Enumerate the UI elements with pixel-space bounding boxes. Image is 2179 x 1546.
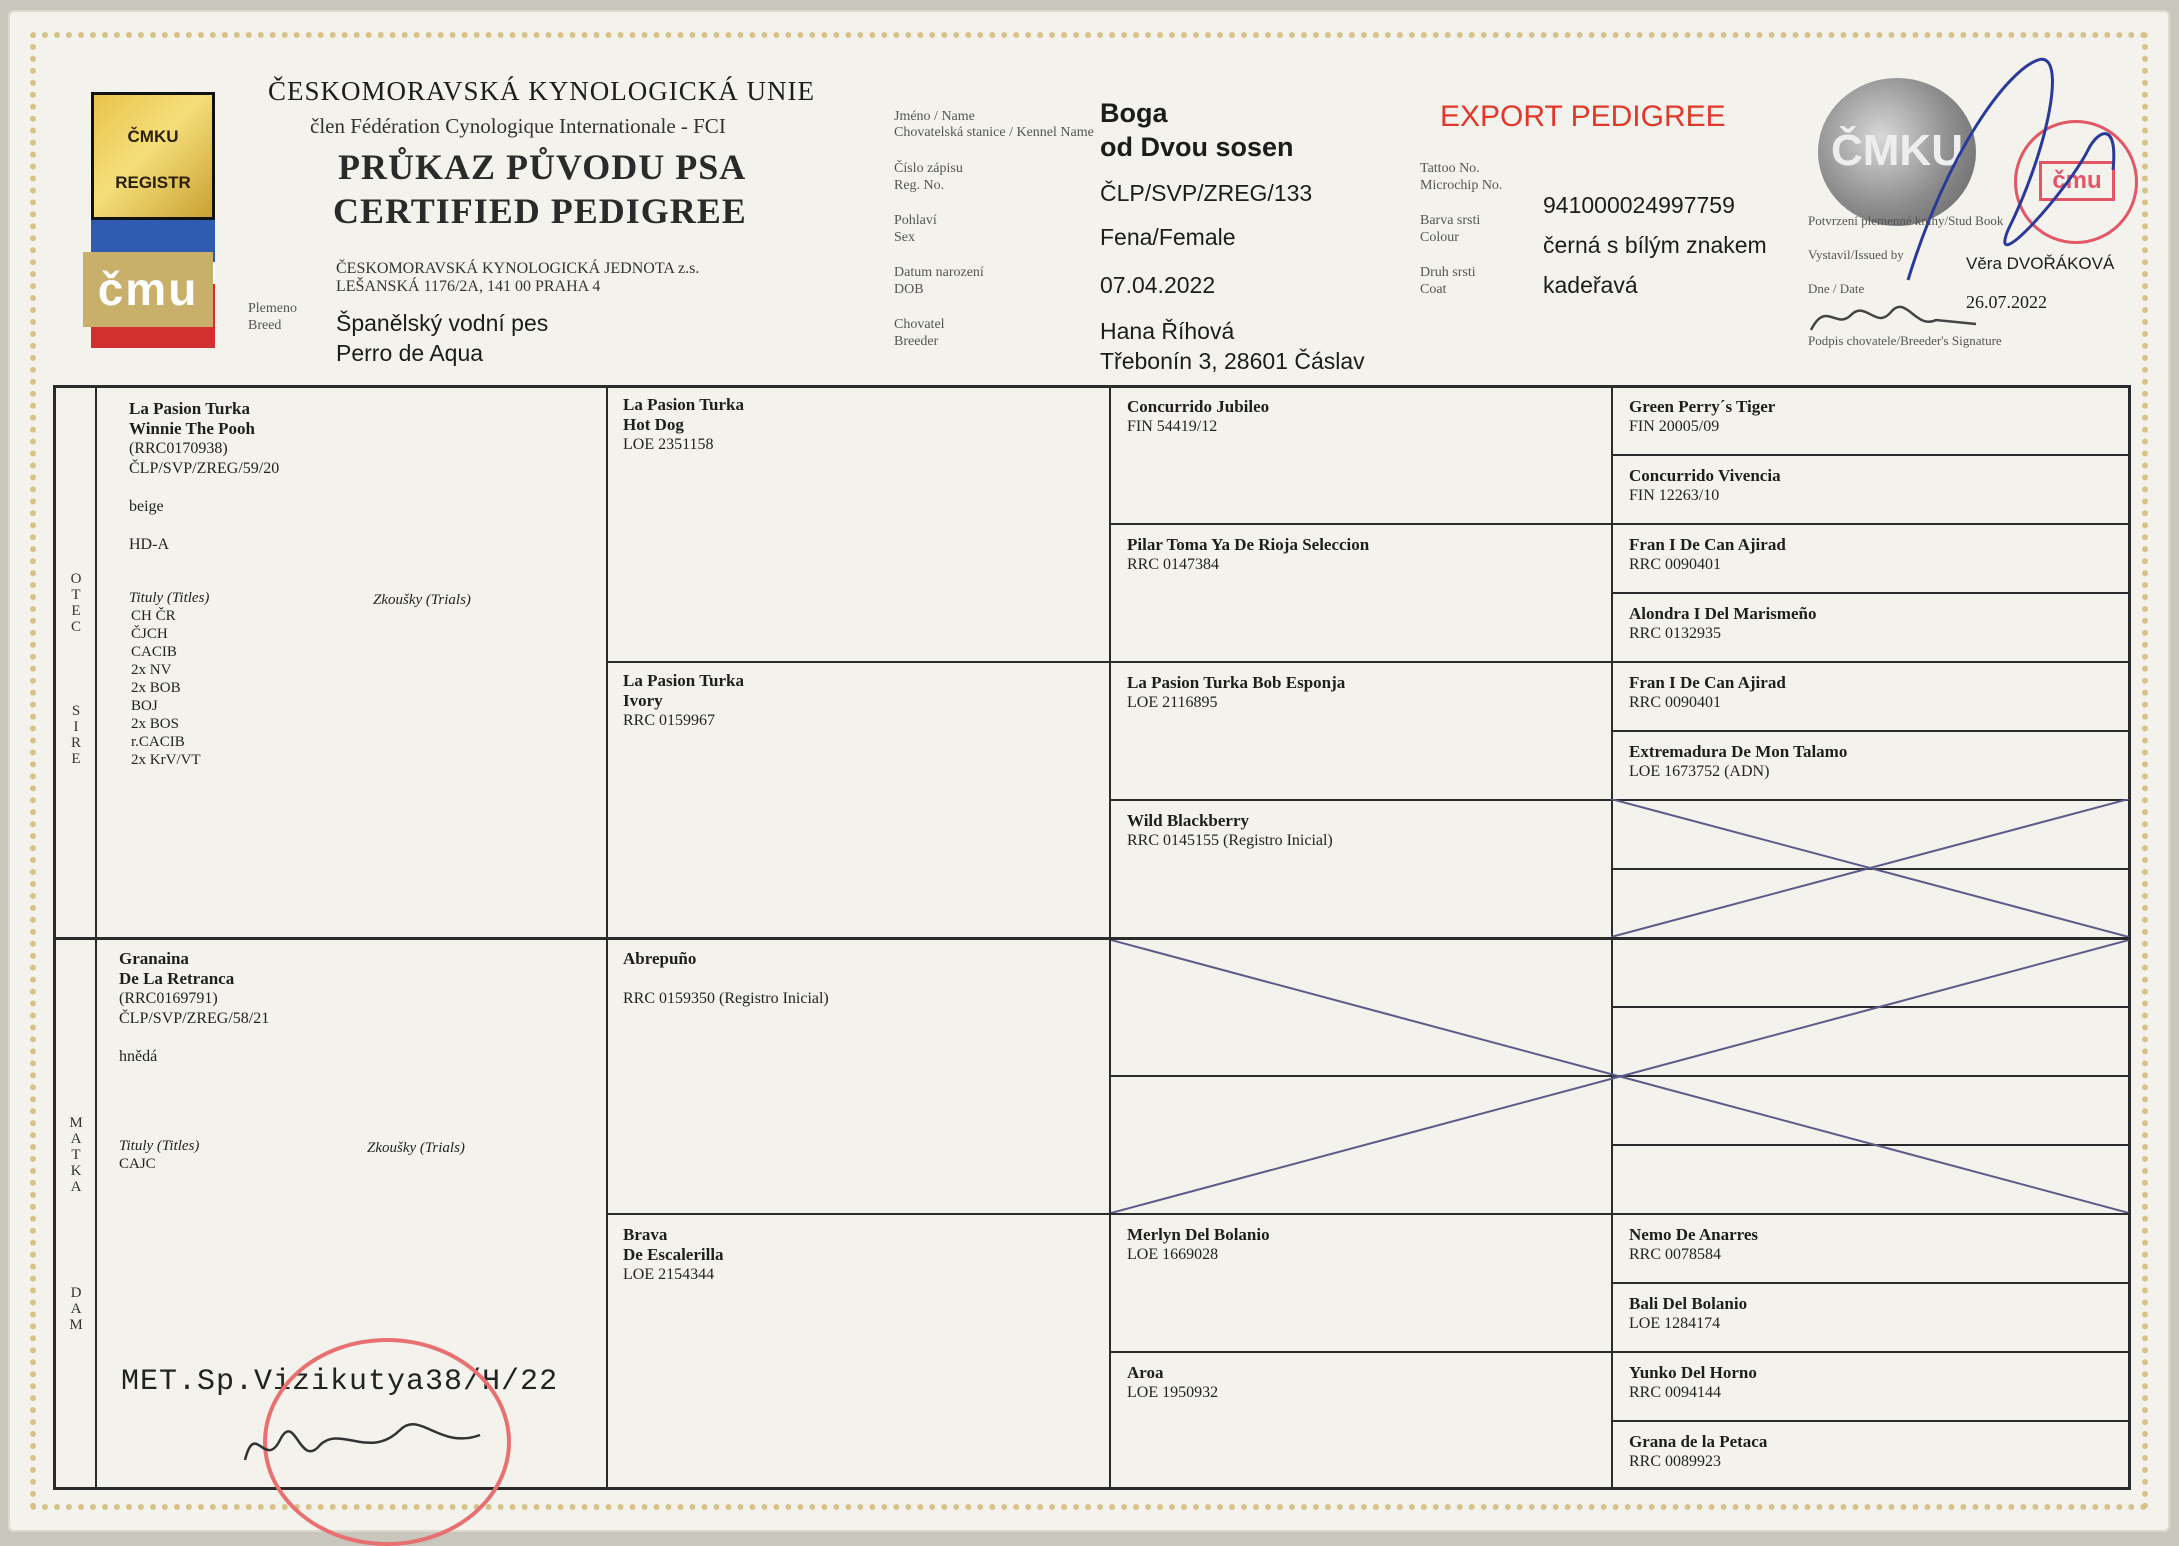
signature-label: Podpis chovatele/Breeder's Signature (1808, 333, 2002, 348)
gen4-cell-15 (1629, 1432, 2119, 1472)
gen3-name-0: Concurrido Jubileo (1127, 397, 1270, 416)
gen2-cell-3 (623, 1225, 1093, 1285)
name-label-en: Chovatelská stanice / Kennel Name (894, 125, 1094, 140)
crossed-empty-cells-sire (1611, 799, 2129, 937)
fci-member: člen Fédération Cynologique Internationale - FCI (310, 114, 726, 138)
breed-cz: Španělský vodní pes (336, 310, 549, 336)
breeder-name: Hana Říhová (1100, 318, 1235, 344)
colour-label-en: Colour (1420, 230, 1459, 245)
coat-label-cz: Druh srsti (1420, 265, 1476, 280)
gen4-cell-4 (1629, 673, 2119, 713)
sire-hd: HD-A (129, 536, 169, 553)
dam-reg-1: (RRC0169791) (119, 990, 218, 1007)
gen4-name-13: Bali Del Bolanio (1629, 1294, 1748, 1313)
gen4-cell-3 (1629, 604, 2119, 644)
sire-reg-2: ČLP/SVP/ZREG/59/20 (129, 460, 280, 477)
gen2-name1-2: Abrepuño (623, 949, 697, 968)
breeder-address: Třebonín 3, 28601 Čáslav (1100, 348, 1365, 374)
gen4-reg-4: RRC 0090401 (1629, 694, 1722, 711)
sire-title-0: CH ČR (131, 608, 176, 624)
cmku-logo (83, 82, 228, 350)
gen4-name-0: Green Perry´s Tiger (1629, 397, 1776, 416)
gen4-cell-1 (1629, 466, 2119, 506)
dam-side-en: DAM (68, 1285, 84, 1333)
colour-value: černá s bílým znakem (1543, 232, 1767, 258)
coat-value: kadeřavá (1543, 272, 1638, 298)
dam-side-cz: MATKA (68, 1115, 84, 1195)
sire-side-en: SIRE (68, 703, 84, 767)
met-registration: MET.Sp.Vizikutya38/H/22 (121, 1365, 559, 1399)
gen3-reg-2: LOE 2116895 (1127, 694, 1218, 711)
colour-label-cz: Barva srsti (1420, 213, 1481, 228)
sire-titles-label: Tituly (Titles) (129, 590, 210, 606)
gen2-reg-1: RRC 0159967 (623, 712, 716, 729)
dam-kennel: Granaina (119, 949, 189, 968)
gen3-reg-3: RRC 0145155 (Registro Inicial) (1127, 832, 1333, 849)
dog-name: Boga (1100, 98, 1168, 128)
pedigree-grid (53, 385, 2131, 1490)
breed-label-cz: Plemeno (248, 301, 297, 316)
sire-trials-label: Zkoušky (Trials) (373, 592, 471, 608)
sire-reg-1: (RRC0170938) (129, 440, 228, 457)
dam-reg-2: ČLP/SVP/ZREG/58/21 (119, 1010, 270, 1027)
title-cz: PRŮKAZ PŮVODU PSA (338, 147, 747, 187)
gen3-name-2: La Pasion Turka Bob Esponja (1127, 673, 1346, 692)
gen4-name-14: Yunko Del Horno (1629, 1363, 1757, 1382)
gen2-name2-3: De Escalerilla (623, 1245, 724, 1264)
coat-label-en: Coat (1420, 282, 1447, 297)
reg-label-en: Reg. No. (894, 178, 945, 193)
gen4-reg-3: RRC 0132935 (1629, 625, 1722, 642)
export-signature (240, 1400, 500, 1480)
hologram-text: ČMKU (1831, 126, 1963, 175)
gen3-reg-0: FIN 54419/12 (1127, 418, 1218, 435)
gen2-cell-2 (623, 949, 1093, 1009)
sire-titles-list (129, 607, 589, 769)
dob-label-en: DOB (894, 282, 924, 297)
gen2-name2-1: Ivory (623, 691, 663, 710)
gen2-name1-1: La Pasion Turka (623, 671, 744, 690)
gen4-cell-5 (1629, 742, 2119, 782)
dam-titles-list (119, 1155, 589, 1173)
registry-badge (91, 92, 215, 220)
gen4-reg-15: RRC 0089923 (1629, 1453, 1722, 1470)
issue-date: 26.07.2022 (1966, 292, 2047, 312)
gen4-cell-13 (1629, 1294, 2119, 1334)
dam-cell (119, 949, 589, 1173)
gen3-cell-7 (1127, 1363, 1597, 1403)
gen4-name-15: Grana de la Petaca (1629, 1432, 1768, 1451)
sex-value: Fena/Female (1100, 224, 1236, 250)
sire-name: Winnie The Pooh (129, 419, 255, 438)
gen4-reg-1: FIN 12263/10 (1629, 487, 1720, 504)
reg-label-cz: Číslo zápisu (894, 161, 963, 176)
dam-titles-label: Tituly (Titles) (119, 1138, 200, 1154)
gen4-reg-13: LOE 1284174 (1629, 1315, 1721, 1332)
gen2-reg-3: LOE 2154344 (623, 1266, 715, 1283)
org-name: ČESKOMORAVSKÁ KYNOLOGICKÁ UNIE (268, 76, 816, 106)
gen3-name-3: Wild Blackberry (1127, 811, 1249, 830)
gen2-name1-0: La Pasion Turka (623, 395, 744, 414)
tattoo-label: Tattoo No. (1420, 161, 1480, 176)
stamp-mark: čmu (2039, 161, 2115, 201)
gen3-name-7: Aroa (1127, 1363, 1164, 1382)
gen4-name-2: Fran I De Can Ajirad (1629, 535, 1786, 554)
gen4-cell-2 (1629, 535, 2119, 575)
dob-value: 07.04.2022 (1100, 272, 1216, 298)
sire-title-4: 2x BOB (131, 680, 181, 696)
sex-label-en: Sex (894, 230, 915, 245)
gen3-cell-0 (1127, 397, 1597, 437)
issuer-name: ČESKOMORAVSKÁ KYNOLOGICKÁ JEDNOTA z.s. (336, 260, 700, 277)
sire-title-6: 2x BOS (131, 716, 179, 732)
gen4-reg-14: RRC 0094144 (1629, 1384, 1722, 1401)
dam-trials-label: Zkoušky (Trials) (367, 1140, 465, 1156)
breed-en: Perro de Aqua (336, 340, 484, 366)
microchip-value: 941000024997759 (1543, 192, 1735, 218)
gen4-cell-0 (1629, 397, 2119, 437)
name-label-cz: Jméno / Name (894, 109, 975, 124)
breeder-label-en: Breeder (894, 334, 939, 349)
issued-label: Vystavil/Issued by (1808, 247, 1904, 262)
crossed-empty-cells-dam (1111, 940, 2129, 1213)
breeder-label-cz: Chovatel (894, 317, 945, 332)
sire-colour: beige (129, 498, 164, 515)
gen4-cell-14 (1629, 1363, 2119, 1403)
gen3-name-1: Pilar Toma Ya De Rioja Seleccion (1127, 535, 1370, 554)
kennel-name: od Dvou sosen (1100, 132, 1294, 162)
gen4-reg-12: RRC 0078584 (1629, 1246, 1722, 1263)
sex-label-cz: Pohlaví (894, 213, 937, 228)
gen3-cell-2 (1127, 673, 1597, 713)
issuer-address: LEŠANSKÁ 1176/2A, 141 00 PRAHA 4 (336, 278, 601, 295)
gen4-name-1: Concurrido Vivencia (1629, 466, 1781, 485)
sire-side-cz: OTEC (68, 571, 84, 635)
title-en: CERTIFIED PEDIGREE (333, 191, 747, 231)
dam-colour: hnědá (119, 1048, 158, 1065)
gen2-name1-3: Brava (623, 1225, 668, 1244)
gen4-name-12: Nemo De Anarres (1629, 1225, 1759, 1244)
gen4-reg-5: LOE 1673752 (ADN) (1629, 763, 1770, 780)
gen2-cell-1 (623, 671, 1093, 731)
date-label: Dne / Date (1808, 281, 1865, 296)
sire-title-2: CACIB (131, 644, 177, 660)
gen4-reg-2: RRC 0090401 (1629, 556, 1722, 573)
gen3-reg-1: RRC 0147384 (1127, 556, 1220, 573)
cmu-mark: čmu (83, 252, 213, 327)
gen4-cell-12 (1629, 1225, 2119, 1265)
gen3-reg-7: LOE 1950932 (1127, 1384, 1219, 1401)
microchip-label: Microchip No. (1420, 178, 1503, 193)
gen4-name-5: Extremadura De Mon Talamo (1629, 742, 1848, 761)
breed-label-en: Breed (248, 318, 282, 333)
gen2-reg-0: LOE 2351158 (623, 436, 714, 453)
pedigree-sheet (8, 10, 2170, 1532)
gen4-reg-0: FIN 20005/09 (1629, 418, 1720, 435)
dam-title-0: CAJC (119, 1156, 156, 1172)
sire-cell (129, 399, 589, 769)
gen3-reg-6: LOE 1669028 (1127, 1246, 1219, 1263)
confirm-label: Potvrzení plemenné knihy/Stud Book (1808, 213, 2004, 228)
gen4-name-4: Fran I De Can Ajirad (1629, 673, 1786, 692)
gen3-name-6: Merlyn Del Bolanio (1127, 1225, 1270, 1244)
gen3-cell-3 (1127, 811, 1597, 851)
sire-title-5: BOJ (131, 698, 158, 714)
gen3-cell-6 (1127, 1225, 1597, 1265)
sire-title-1: ČJCH (131, 626, 168, 642)
gen3-cell-1 (1127, 535, 1597, 575)
dam-name: De La Retranca (119, 969, 235, 988)
reg-number: ČLP/SVP/ZREG/133 (1100, 180, 1313, 206)
badge-line-1: ČMKU (127, 127, 179, 146)
sire-title-3: 2x NV (131, 662, 172, 678)
issued-by: Věra DVOŘÁKOVÁ (1966, 254, 2115, 273)
gen2-name2-0: Hot Dog (623, 415, 684, 434)
sire-title-7: r.CACIB (131, 734, 185, 750)
dob-label-cz: Datum narození (894, 265, 984, 280)
sire-title-8: 2x KrV/VT (131, 752, 201, 768)
badge-line-2: REGISTR (115, 173, 191, 192)
sire-kennel: La Pasion Turka (129, 399, 250, 418)
gen4-name-3: Alondra I Del Marismeño (1629, 604, 1817, 623)
registrar-signature (1888, 30, 2128, 330)
gen2-cell-0 (623, 395, 1093, 455)
export-pedigree-label: EXPORT PEDIGREE (1440, 100, 1726, 133)
gen2-reg-2: RRC 0159350 (Registro Inicial) (623, 990, 829, 1007)
